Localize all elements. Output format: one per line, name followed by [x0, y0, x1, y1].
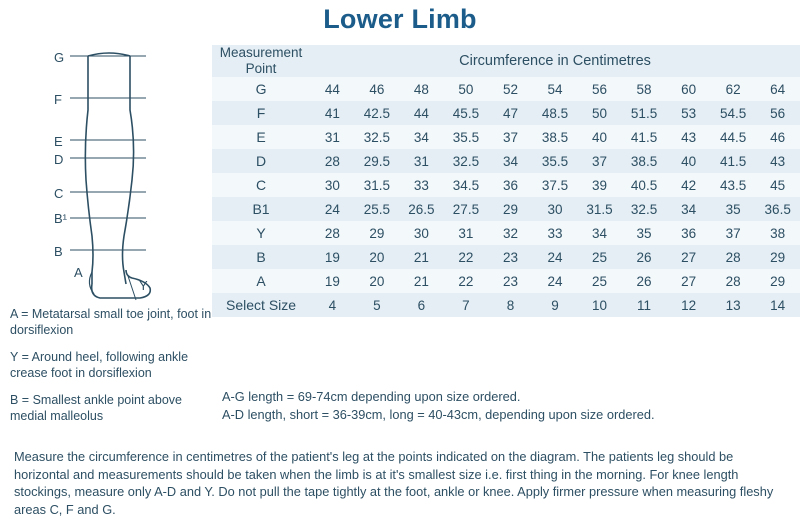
select-size-cell: 6	[417, 297, 426, 313]
measurement-table-wrap	[212, 45, 800, 317]
cell: 23	[502, 249, 518, 265]
cell: 40	[592, 129, 608, 145]
cell: 35	[636, 225, 652, 241]
table-header-row	[212, 45, 800, 77]
cell: 27.5	[452, 201, 480, 217]
cell: 36.5	[764, 201, 791, 217]
cell: 31	[324, 129, 340, 145]
measurement-point-header	[212, 45, 310, 77]
cell: 29	[502, 201, 518, 217]
cell: 50	[592, 105, 608, 121]
cell: 42.5	[363, 105, 391, 121]
cell: 64	[770, 81, 786, 97]
cell: 29	[770, 249, 786, 265]
cell: 29.5	[363, 153, 391, 169]
diagram-label-b1: B¹	[54, 211, 67, 226]
cell: 31.5	[363, 177, 391, 193]
cell: 56	[770, 105, 786, 121]
cell: 38.5	[630, 153, 658, 169]
cell: 34	[502, 153, 518, 169]
measurement-point-header-line1: Measurement	[219, 45, 303, 60]
row-label: C	[255, 177, 267, 193]
cell: 25	[592, 273, 608, 289]
cell: 62	[725, 81, 741, 97]
measure-line-a	[128, 276, 136, 300]
cell: 30	[413, 225, 429, 241]
cell: 43	[681, 129, 697, 145]
select-size-cell: 10	[592, 297, 608, 313]
cell: 29	[369, 225, 385, 241]
table-row	[212, 101, 800, 125]
diagram-label-d: D	[54, 152, 64, 167]
cell: 40.5	[630, 177, 658, 193]
diagram-label-c: C	[54, 186, 64, 201]
cell: 25	[592, 249, 608, 265]
legend-a: A = Metatarsal small toe joint, foot in dorsiflexion	[10, 307, 212, 337]
cell: 34	[592, 225, 608, 241]
cell: 51.5	[630, 105, 658, 121]
diagram-label-g: G	[54, 50, 65, 65]
table-row	[212, 173, 800, 197]
cell: 44	[324, 81, 340, 97]
page-title: Lower Limb	[323, 4, 477, 34]
cell: 39	[592, 177, 608, 193]
cell: 54.5	[719, 105, 747, 121]
cell: 37	[592, 153, 608, 169]
cell: 53	[681, 105, 697, 121]
cell: 32.5	[630, 201, 658, 217]
cell: 35	[725, 201, 741, 217]
table-row	[212, 221, 800, 245]
cell: 34	[681, 201, 697, 217]
cell: 20	[369, 273, 385, 289]
row-label: B1	[252, 201, 270, 217]
cell: 54	[547, 81, 563, 97]
cell: 56	[592, 81, 608, 97]
cell: 35.5	[452, 129, 480, 145]
cell: 30	[324, 177, 340, 193]
diagram-label-y: Y	[139, 278, 148, 293]
cell: 50	[458, 81, 474, 97]
cell: 37.5	[541, 177, 569, 193]
cell: 22	[458, 249, 474, 265]
cell: 28	[324, 225, 340, 241]
cell: 31	[458, 225, 474, 241]
leg-outline-svg	[0, 40, 212, 302]
select-size-cell: 13	[725, 297, 741, 313]
cell: 37	[725, 225, 741, 241]
cell: 28	[725, 273, 741, 289]
table-row	[212, 125, 800, 149]
cell: 21	[413, 273, 429, 289]
cell: 29	[770, 273, 786, 289]
table-row	[212, 149, 800, 173]
cell: 42	[681, 177, 697, 193]
cell: 41.5	[630, 129, 658, 145]
cell: 19	[324, 273, 340, 289]
row-label: E	[256, 129, 266, 145]
cell: 47	[502, 105, 518, 121]
measurement-table	[212, 45, 800, 317]
cell: 33	[413, 177, 429, 193]
cell: 44.5	[719, 129, 747, 145]
cell: 26	[636, 249, 652, 265]
cell: 46	[369, 81, 385, 97]
cell: 34	[413, 129, 429, 145]
instructions-paragraph: Measure the circumference in centimetres of the patient's leg at the points indicated on the diagram. The patients leg should be horizontal and measurements should be taken when the limb is at it's smallest size i.e. first thing in the morning. For knee length stockings, measure only A-D and Y. Do not pull the tape tightly at the foot, ankle or knee. Apply firmer pressure when measuring fleshy areas C, F and G.	[14, 449, 774, 517]
select-size-cell: 11	[637, 297, 652, 313]
cell: 52	[502, 81, 518, 97]
cell: 48.5	[541, 105, 569, 121]
cell: 38	[770, 225, 786, 241]
cell: 24	[324, 201, 340, 217]
cell: 24	[547, 273, 563, 289]
cell: 19	[324, 249, 340, 265]
cell: 32.5	[452, 153, 480, 169]
cell: 43.5	[719, 177, 747, 193]
measurement-point-header-line2: Point	[245, 61, 277, 76]
cell: 41.5	[719, 153, 747, 169]
select-size-cell: 12	[681, 297, 697, 313]
select-size-cell: 7	[462, 297, 470, 313]
cell: 31.5	[586, 201, 613, 217]
select-size-cell: 5	[373, 297, 381, 313]
table-row	[212, 77, 800, 101]
length-notes	[222, 388, 782, 424]
cell: 37	[502, 129, 518, 145]
select-size-cell: 14	[770, 297, 786, 313]
diagram-label-e: E	[54, 134, 63, 149]
row-label: F	[256, 105, 266, 121]
cell: 26	[636, 273, 652, 289]
cell: 30	[547, 201, 563, 217]
cell: 23	[502, 273, 518, 289]
select-size-cell: 4	[328, 297, 337, 313]
cell: 60	[681, 81, 697, 97]
cell: 36	[502, 177, 518, 193]
measurement-table-body	[212, 45, 800, 317]
row-label: G	[255, 81, 267, 97]
select-size-cell: 9	[551, 297, 559, 313]
cell: 48	[413, 81, 429, 97]
cell: 27	[681, 249, 697, 265]
row-label: B	[256, 249, 266, 265]
select-size-cell: 8	[506, 297, 515, 313]
cell: 31	[413, 153, 429, 169]
table-row	[212, 269, 800, 293]
diagram-label-f: F	[54, 92, 62, 107]
cell: 43	[770, 153, 786, 169]
cell: 58	[636, 81, 652, 97]
circumference-header: Circumference in Centimetres	[459, 53, 651, 69]
cell: 26.5	[408, 201, 435, 217]
cell: 35.5	[541, 153, 569, 169]
cell: 24	[547, 249, 563, 265]
diagram-label-a: A	[74, 265, 83, 280]
cell: 44	[413, 105, 429, 121]
cell: 25.5	[363, 201, 391, 217]
diagram-label-b: B	[54, 244, 63, 259]
select-size-row	[212, 293, 800, 317]
leg-diagram	[0, 40, 212, 300]
legend-b: B = Smallest ankle point above medial malleolus	[10, 393, 182, 423]
cell: 38.5	[541, 129, 569, 145]
cell: 36	[681, 225, 697, 241]
select-size-label: Select Size	[226, 297, 297, 313]
cell: 45.5	[452, 105, 480, 121]
cell: 32	[502, 225, 518, 241]
legend-y: Y = Around heel, following ankle crease foot in dorsiflexion	[10, 350, 189, 380]
length-note-ag: A-G length = 69-74cm depending upon size ordered.	[222, 389, 521, 404]
table-row	[212, 197, 800, 221]
cell: 28	[725, 249, 741, 265]
cell: 33	[547, 225, 563, 241]
cell: 46	[770, 129, 786, 145]
cell: 22	[458, 273, 474, 289]
cell: 45	[770, 177, 786, 193]
row-label: A	[256, 273, 266, 289]
cell: 28	[324, 153, 340, 169]
table-row	[212, 245, 800, 269]
cell: 20	[369, 249, 385, 265]
row-label: D	[255, 153, 267, 169]
diagram-legend	[10, 306, 222, 435]
cell: 34.5	[452, 177, 480, 193]
cell: 27	[681, 273, 697, 289]
cell: 40	[681, 153, 697, 169]
cell: 41	[324, 105, 340, 121]
cell: 32.5	[363, 129, 391, 145]
row-label: Y	[256, 225, 266, 241]
cell: 21	[413, 249, 429, 265]
length-note-ad: A-D length, short = 36-39cm, long = 40-43cm, depending upon size ordered.	[222, 407, 655, 422]
